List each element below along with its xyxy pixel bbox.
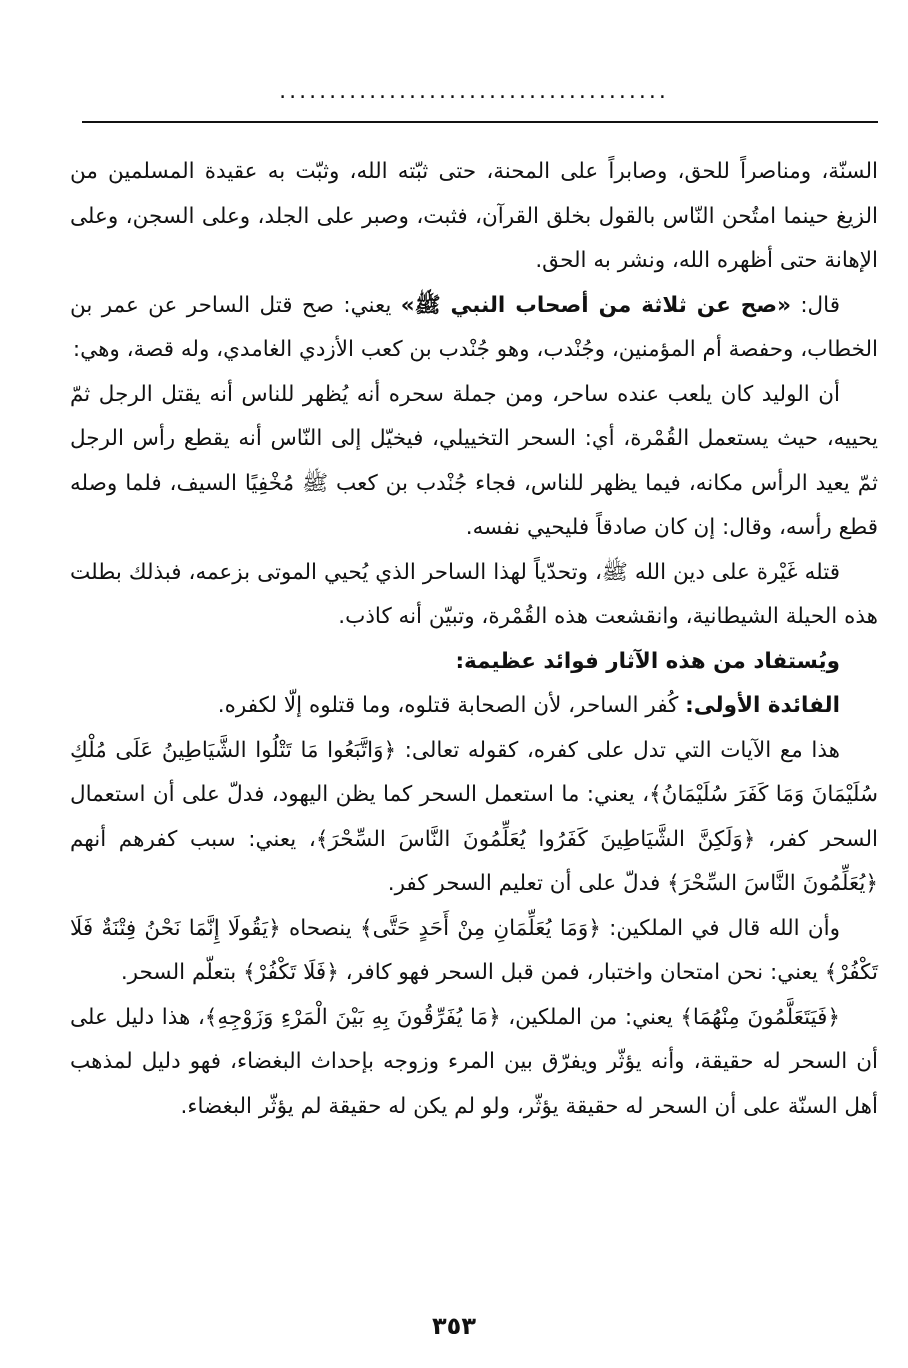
quran-verse: ﴿يَقُولَا إِنَّمَا نَحْنُ فِتْنَةٌ فَلَا تَكْفُرْ﴾	[70, 915, 878, 985]
text-run: ، هذا دليل على أن السحر له حقيقة، وأنه يؤثّر ويفرّق بين المرء وزوجه بإحداث البغضاء، فهو دليل لمذهب أهل السنّة على أن السحر له حقيقة يؤثّر، ولو لم يكن له حقيقة لم يؤثّر البغضاء.	[70, 1004, 878, 1119]
bold-text: الفائدة الأولى:	[685, 693, 840, 718]
paragraph	[70, 640, 878, 685]
paragraph	[70, 907, 878, 996]
quran-verse: ﴿وَمَا يُعَلِّمَانِ مِنْ أَحَدٍ حَتَّى﴾	[360, 915, 601, 941]
paragraph	[70, 373, 878, 551]
text-run: أن الوليد كان يلعب عنده ساحر، ومن جملة سحره أنه يُظهر للناس أنه يقتل الرجل ثمّ يحييه، حيث يستعمل القُمْرة، أي: السحر التخييلي، فيخيّل إلى النّاس أنه يقطع رأس الرجل ثمّ يعيد الرأس مكانه، فيما يظهر للناس، فجاء جُنْدب بن كعب ﷺ مُخْفِيًا السيف، فلما وصله قطع رأسه، وقال: إن كان صادقاً فليحيي نفسه.	[70, 381, 878, 540]
text-run: يعني: من الملكين،	[500, 1004, 681, 1030]
paragraph	[70, 996, 878, 1130]
paragraph	[70, 729, 878, 907]
paragraph	[70, 150, 878, 284]
text-run: كُفر الساحر، لأن الصحابة قتلوه، وما قتلوه إلّا لكفره.	[217, 693, 686, 718]
text-run: يعني: نحن امتحان واختبار، فمن قبل السحر فهو كافر،	[338, 960, 825, 985]
text-run: ينصحاه	[280, 915, 360, 941]
header-rule	[82, 121, 878, 123]
page-number: ٣٥٣	[432, 1312, 476, 1340]
body-text	[70, 150, 878, 1129]
quran-verse: ﴿وَاتَّبَعُوا مَا تَتْلُوا الشَّيَاطِينُ عَلَى مُلْكِ سُلَيْمَانَ وَمَا كَفَرَ سُلَيْمَانُ﴾	[70, 737, 878, 807]
text-run: بتعلّم السحر.	[120, 960, 244, 985]
text-run: السنّة، ومناصراً للحق، وصابراً على المحنة، حتى ثبّته الله، وثبّت به عقيدة المسلمين من الزيغ حينما امتُحن النّاس بالقول بخلق القرآن، فثبت، وصبر على الجلد، وعلى السجن، وعلى الإهانة حتى أظهره الله، ونشر به الحق.	[70, 159, 878, 273]
quran-verse: ﴿مَا يُفَرِّقُونَ بِهِ بَيْنَ الْمَرْءِ وَزَوْجِهِ﴾	[204, 1004, 501, 1030]
paragraph	[70, 284, 878, 373]
text-run: ، يعني: ما استعمل السحر كما يظن اليهود، فدلّ على أن استعمال السحر كفر،	[70, 782, 879, 852]
bold-text: «صح عن ثلاثة من أصحاب النبي ﷺ»	[400, 292, 791, 318]
text-run: قال:	[790, 292, 841, 318]
paragraph	[70, 684, 878, 729]
text-run: يعني: صح قتل الساحر عن عمر بن الخطاب، وحفصة أم المؤمنين، وجُنْدب، وهو جُنْدب بن كعب الأزدي الغامدي، وله قصة، وهي:	[70, 292, 878, 362]
quran-verse: ﴿يُعَلِّمُونَ النَّاسَ السِّحْرَ﴾	[667, 871, 878, 896]
quran-verse: ﴿فَلَا تَكْفُرْ﴾	[243, 960, 339, 985]
text-run: فدلّ على أن تعليم السحر كفر.	[387, 871, 668, 896]
text-run: قتله غَيْرة على دين الله ﷺ، وتحدّياً لهذا الساحر الذي يُحيي الموتى بزعمه، فبذلك بطلت هذه الحيلة الشيطانية، وانقشعت هذه القُمْرة، وتبيّن أنه كاذب.	[70, 559, 878, 629]
bold-text: ويُستفاد من هذه الآثار فوائد عظيمة:	[455, 648, 840, 674]
paragraph	[70, 551, 878, 640]
header-dots: .......................................	[279, 82, 669, 102]
quran-verse: ﴿فَيَتَعَلَّمُونَ مِنْهُمَا﴾	[680, 1004, 840, 1030]
text-run: ، يعني: سبب كفرهم أنهم	[70, 826, 316, 852]
text-run: هذا مع الآيات التي تدل على كفره، كقوله تعالى:	[396, 737, 841, 763]
quran-verse: ﴿وَلَكِنَّ الشَّيَاطِينَ كَفَرُوا يُعَلِّمُونَ النَّاسَ السِّحْرَ﴾	[315, 826, 756, 852]
text-run: وأن الله قال في الملكين:	[600, 915, 840, 941]
